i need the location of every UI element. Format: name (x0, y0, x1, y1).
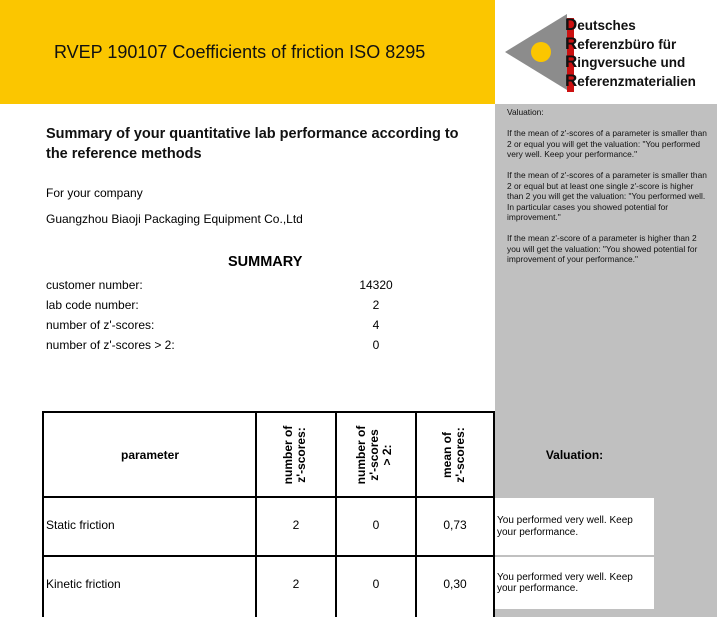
parameter-header: parameter (120, 447, 180, 462)
header-band (0, 0, 495, 104)
side-panel-para-2: If the mean of z'-scores of a parameter is smaller than 2 or equal but at least one single z'-score is higher than 2 you will get the valuation: "You performed well. In particular cases you showed potential for improvement." (507, 170, 707, 222)
side-panel-para-1: If the mean of z'-scores of a parameter is smaller than 2 or equal you will get the valuation: "You performed very well. Keep your performance." (507, 128, 707, 159)
row-kinetic-n-scores: 2 (292, 577, 300, 591)
logo-text (565, 16, 696, 90)
row-static-n-gt2: 0 (372, 518, 380, 532)
row-kinetic-valuation: You performed very well. Keep your performance. (495, 557, 654, 609)
row-kinetic-parameter: Kinetic friction (46, 577, 121, 591)
n-scores-header: number of z'-scores: (281, 425, 308, 485)
valuation-header: Valuation: (495, 411, 654, 498)
summary-title: SUMMARY (228, 254, 303, 270)
logo (495, 0, 717, 104)
lab-code-label: lab code number: (46, 298, 139, 312)
z-scores-gt2-value: 0 (372, 338, 380, 352)
z-scores-gt2-label: number of z'-scores > 2: (46, 338, 175, 352)
report-title: RVEP 190107 Coefficients of friction ISO 8295 (54, 42, 426, 62)
z-scores-count-value: 4 (372, 318, 380, 332)
company-name: Guangzhou Biaoji Packaging Equipment Co.,Ltd (46, 212, 303, 226)
side-panel-title: Valuation: (507, 107, 544, 117)
row-static-n-scores: 2 (292, 518, 300, 532)
table-divider (42, 555, 495, 557)
z-scores-count-label: number of z'-scores: (46, 318, 155, 332)
customer-number-label: customer number: (46, 278, 143, 292)
logo-line-3: Ringversuche und (565, 52, 686, 71)
row-kinetic-mean: 0,30 (443, 577, 467, 591)
customer-number-value: 14320 (359, 278, 393, 292)
for-company-label: For your company (46, 186, 143, 200)
summary-heading: Summary of your quantitative lab performance according to the reference methods (46, 126, 459, 162)
n-gt2-header: number of z'-scores > 2: (354, 425, 394, 485)
row-kinetic-n-gt2: 0 (372, 577, 380, 591)
row-static-mean: 0,73 (443, 518, 467, 532)
row-static-parameter: Static friction (46, 518, 115, 532)
side-panel-para-3: If the mean z'-score of a parameter is higher than 2 you will get the valuation: "You showed potential for improvement of your performance." (507, 233, 698, 264)
logo-line-2: Referenzbüro für (565, 33, 677, 53)
row-static-valuation: You performed very well. Keep your performance. (495, 498, 654, 555)
mean-header: mean of z'-scores: (440, 427, 467, 483)
lab-code-value: 2 (372, 298, 380, 312)
logo-line-1: Deutsches (565, 15, 636, 34)
logo-line-4: Referenzmaterialien (565, 70, 696, 90)
